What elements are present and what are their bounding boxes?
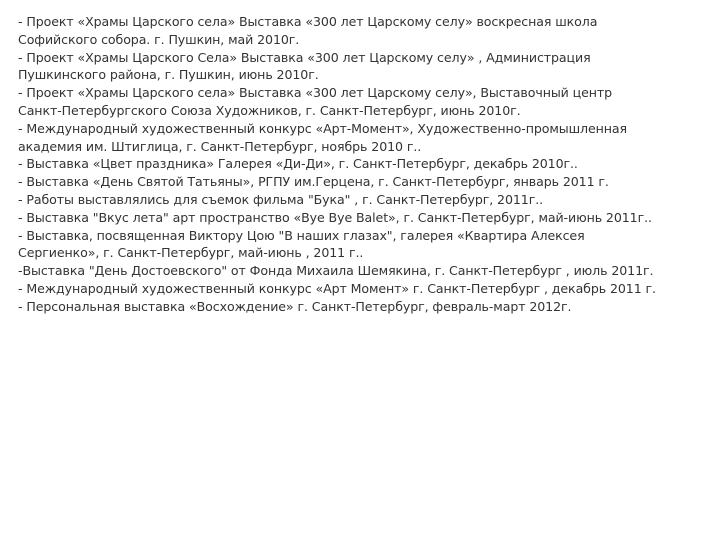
text-line: Санкт-Петербургского Союза Художников, г. Санкт-Петербург, июнь 2010г. — [18, 102, 521, 118]
text-line: - Проект «Храмы Царского Села» Выставка «300 лет Царскому селу» , Администрация — [18, 49, 591, 65]
text-line: - Выставка «Цвет праздника» Галерея «Ди-Ди», г. Санкт-Петербург, декабрь 2010г.. — [18, 156, 578, 172]
text-line: - Проект «Храмы Царского села» Выставка «300 лет Царскому селу», Выставочный центр — [18, 85, 613, 101]
text-line: Софийского собора. г. Пушкин, май 2010г. — [18, 31, 300, 47]
text-line: Сергиенко», г. Санкт-Петербург, май-июнь , 2011 г.. — [18, 245, 364, 261]
text-line: -Выставка "День Достоевского" от Фонда Михаила Шемякина, г. Санкт-Петербург , июль 2011г. — [18, 263, 654, 279]
exhibition-list — [18, 13, 708, 316]
text-line: - Персональная выставка «Восхождение» г. Санкт-Петербург, февраль-март 2012г. — [18, 298, 572, 314]
text-line: - Выставка "Вкус лета" арт пространство «Bye Bye Balet», г. Санкт-Петербург, май-июнь 2011г.. — [18, 209, 652, 225]
text-line: - Выставка «День Святой Татьяны», РГПУ им.Герцена, г. Санкт-Петербург, январь 2011 г. — [18, 174, 609, 190]
text-line: академия им. Штиглица, г. Санкт-Петербург, ноябрь 2010 г.. — [18, 138, 422, 154]
text-line: - Проект «Храмы Царского села» Выставка «300 лет Царскому селу» воскресная школа — [18, 14, 598, 29]
text-line: - Международный художественный конкурс «Арт Момент» г. Санкт-Петербург , декабрь 2011 г. — [18, 280, 656, 296]
text-line: - Выставка, посвященная Виктору Цою "В наших глазах", галерея «Квартира Алексея — [18, 227, 585, 243]
text-line: - Международный художественный конкурс «Арт-Момент», Художественно-промышленная — [18, 120, 627, 136]
text-line: Пушкинского района, г. Пушкин, июнь 2010г. — [18, 67, 319, 83]
text-line: - Работы выставлялись для съемок фильма "Бука" , г. Санкт-Петербург, 2011г.. — [18, 191, 544, 207]
